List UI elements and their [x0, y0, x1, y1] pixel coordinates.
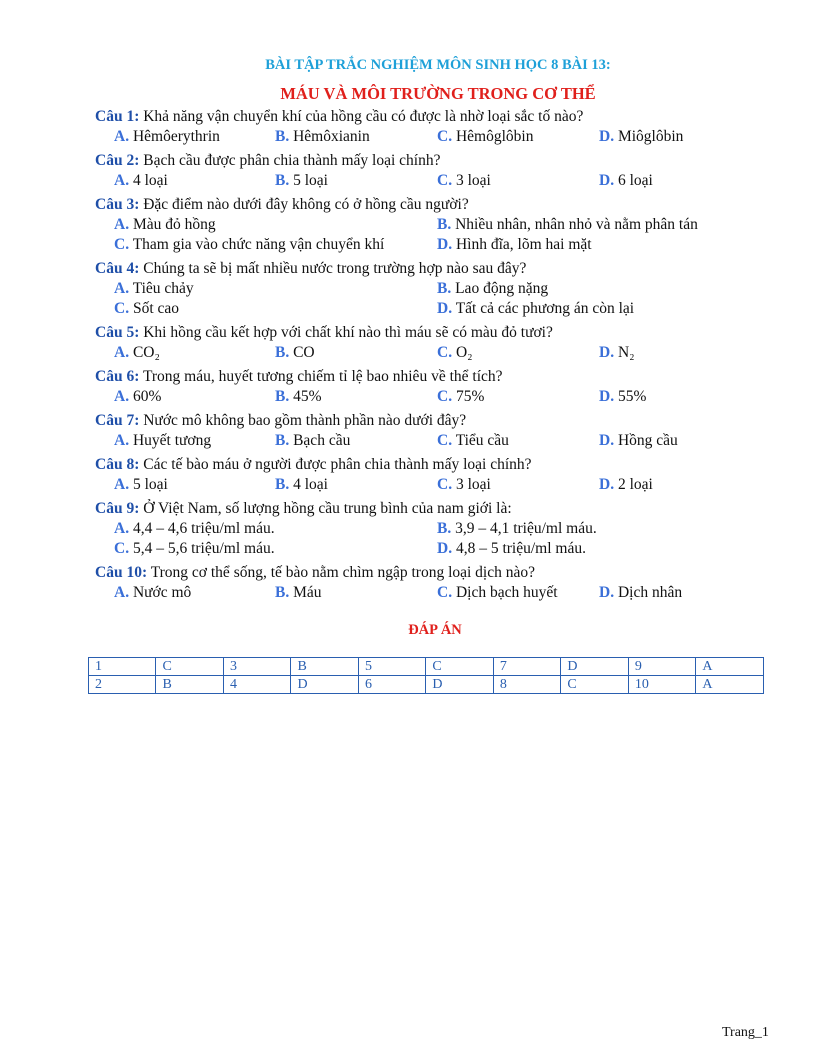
answer-option [599, 171, 653, 191]
option-letter: B. [437, 216, 452, 233]
question-stem [95, 367, 775, 387]
question-number: Câu 5: [95, 324, 140, 341]
answer-option [437, 299, 634, 319]
option-text: Máu [293, 584, 322, 601]
answer-letter: A [696, 658, 764, 676]
answer-option [437, 539, 586, 559]
option-text: 45% [293, 388, 322, 405]
option-letter: D. [599, 388, 615, 405]
option-text: Dịch bạch huyết [455, 584, 558, 601]
answer-option [114, 583, 191, 603]
question-number: Câu 1: [95, 108, 140, 125]
answer-table [88, 657, 764, 694]
answer-option [599, 475, 653, 495]
question-text: Đặc điểm nào dưới đây không có ở hồng cầu người? [143, 196, 469, 213]
option-letter: D. [599, 128, 615, 145]
options-row [95, 431, 775, 451]
question-6 [95, 367, 775, 407]
question-text: Khi hồng cầu kết hợp với chất khí nào thì máu sẽ có màu đỏ tươi? [143, 324, 553, 341]
answer-question-number: 5 [358, 658, 425, 676]
answer-question-number: 4 [223, 676, 290, 694]
option-text: 2 loại [617, 476, 653, 493]
option-text: 3,9 – 4,1 triệu/ml máu. [455, 520, 597, 537]
option-letter: A. [114, 172, 130, 189]
answer-option [275, 127, 370, 147]
option-letter: D. [599, 476, 615, 493]
option-text: 5 loại [293, 172, 328, 189]
answer-option [114, 279, 194, 299]
answer-letter: C [561, 676, 629, 694]
option-text: Hêmôglôbin [455, 128, 534, 145]
answer-question-number: 8 [493, 676, 560, 694]
options-row [95, 475, 775, 495]
option-text: Nhiều nhân, nhân nhỏ và nằm phân tán [455, 216, 698, 233]
answer-option [437, 475, 491, 495]
question-text: Khả năng vận chuyển khí của hồng cầu có được là nhờ loại sắc tố nào? [143, 108, 584, 125]
options-row [95, 583, 775, 603]
question-7 [95, 411, 775, 451]
option-letter: B. [275, 172, 290, 189]
question-stem [95, 323, 775, 343]
option-text: Bạch cầu [293, 432, 351, 449]
answer-letter: D [426, 676, 494, 694]
option-letter: D. [599, 584, 615, 601]
option-text: 60% [132, 388, 162, 405]
answer-question-number: 7 [493, 658, 560, 676]
answer-letter: B [291, 658, 359, 676]
option-text: Tiêu chảy [132, 280, 194, 297]
option-letter: C. [114, 300, 130, 317]
options-row [95, 299, 775, 319]
question-stem [95, 411, 775, 431]
answer-option [114, 343, 160, 363]
option-text: Lao động nặng [455, 280, 549, 297]
option-letter: A. [114, 344, 130, 361]
answer-option [437, 343, 473, 363]
answer-option [437, 519, 597, 539]
answer-option [599, 431, 678, 451]
answer-option [114, 215, 216, 235]
question-3 [95, 195, 775, 255]
option-text: Miôglôbin [617, 128, 684, 145]
answer-question-number: 3 [223, 658, 290, 676]
question-number: Câu 6: [95, 368, 140, 385]
option-letter: B. [275, 344, 290, 361]
option-letter: A. [114, 432, 130, 449]
option-letter: A. [114, 216, 130, 233]
answer-option [437, 387, 484, 407]
question-stem [95, 455, 775, 475]
option-letter: A. [114, 128, 130, 145]
options-row [95, 215, 775, 235]
answer-question-number: 2 [89, 676, 156, 694]
answer-row [89, 658, 764, 676]
answer-option [114, 235, 384, 255]
answer-option [437, 431, 509, 451]
question-stem [95, 107, 775, 127]
option-letter: D. [599, 432, 615, 449]
option-text: Tiểu cầu [455, 432, 509, 449]
answer-option [114, 299, 179, 319]
option-text: 3 loại [455, 476, 491, 493]
option-text: 75% [455, 388, 485, 405]
option-text: 4,4 – 4,6 triệu/ml máu. [132, 520, 275, 537]
option-text: 4 loại [132, 172, 168, 189]
answer-option [599, 343, 635, 363]
question-4 [95, 259, 775, 319]
answer-option [437, 215, 698, 235]
option-text: 4 loại [293, 476, 328, 493]
option-text: Màu đỏ hồng [132, 216, 216, 233]
answer-option [114, 387, 161, 407]
option-text: CO₂ [132, 344, 160, 361]
option-letter: B. [437, 280, 452, 297]
option-text: Sốt cao [132, 300, 180, 317]
option-letter: B. [275, 584, 290, 601]
option-text: 5 loại [132, 476, 168, 493]
worksheet-subtitle: MÁU VÀ MÔI TRƯỜNG TRONG CƠ THỂ [280, 84, 596, 103]
question-text: Ở Việt Nam, số lượng hồng cầu trung bình của nam giới là: [143, 500, 512, 517]
answer-question-number: 1 [89, 658, 156, 676]
answer-letter: C [156, 658, 224, 676]
option-letter: B. [275, 388, 290, 405]
question-number: Câu 4: [95, 260, 140, 277]
answer-option [114, 519, 275, 539]
options-row [95, 519, 775, 539]
option-letter: C. [437, 476, 453, 493]
question-text: Bạch cầu được phân chia thành mấy loại chính? [143, 152, 441, 169]
option-letter: C. [114, 236, 130, 253]
question-stem [95, 151, 775, 171]
option-letter: C. [437, 172, 453, 189]
options-row [95, 343, 775, 363]
answer-letter: D [561, 658, 629, 676]
answer-option [599, 387, 646, 407]
question-2 [95, 151, 775, 191]
options-row [95, 171, 775, 191]
option-letter: B. [275, 432, 290, 449]
answer-option [114, 127, 220, 147]
option-text: Nước mô [132, 584, 192, 601]
answer-option [437, 279, 548, 299]
answer-option [437, 583, 558, 603]
answer-option [114, 475, 168, 495]
option-text: Hêmôerythrin [132, 128, 220, 145]
option-letter: C. [437, 584, 453, 601]
answer-question-number: 10 [628, 676, 696, 694]
option-letter: A. [114, 584, 130, 601]
question-10 [95, 563, 775, 603]
option-text: Hồng cầu [617, 432, 678, 449]
question-number: Câu 3: [95, 196, 140, 213]
answer-option [437, 235, 592, 255]
option-text: Dịch nhân [617, 584, 683, 601]
option-letter: D. [437, 300, 453, 317]
options-row [95, 387, 775, 407]
option-letter: B. [275, 476, 290, 493]
question-number: Câu 2: [95, 152, 140, 169]
answer-heading: ĐÁP ÁN [408, 622, 462, 638]
options-row [95, 235, 775, 255]
answer-option [275, 431, 350, 451]
answer-question-number: 9 [628, 658, 696, 676]
question-text: Nước mô không bao gồm thành phần nào dưới đây? [143, 412, 467, 429]
option-text: 55% [617, 388, 647, 405]
option-letter: D. [437, 540, 453, 557]
answer-option [114, 171, 168, 191]
question-number: Câu 9: [95, 500, 140, 517]
answer-letter: D [291, 676, 359, 694]
answer-option [599, 127, 683, 147]
option-letter: A. [114, 520, 130, 537]
option-text: N₂ [617, 344, 635, 361]
option-letter: A. [114, 388, 130, 405]
page-number: Trang_1 [722, 1025, 769, 1040]
answer-option [275, 171, 328, 191]
worksheet-title: BÀI TẬP TRẮC NGHIỆM MÔN SINH HỌC 8 BÀI 13: [265, 57, 611, 73]
question-stem [95, 195, 775, 215]
question-text: Trong máu, huyết tương chiếm tỉ lệ bao nhiêu về thể tích? [142, 368, 503, 385]
option-text: Tham gia vào chức năng vận chuyển khí [132, 236, 385, 253]
question-list [95, 107, 775, 603]
options-row [95, 279, 775, 299]
option-letter: C. [114, 540, 130, 557]
option-text: Hình đĩa, lõm hai mặt [455, 236, 592, 253]
question-text: Chúng ta sẽ bị mất nhiều nước trong trường hợp nào sau đây? [143, 260, 527, 277]
question-number: Câu 8: [95, 456, 140, 473]
answer-option [275, 387, 322, 407]
option-text: Huyết tương [132, 432, 212, 449]
option-letter: C. [437, 432, 453, 449]
answer-letter: A [696, 676, 764, 694]
question-stem [95, 259, 775, 279]
option-letter: D. [599, 172, 615, 189]
answer-letter: B [156, 676, 224, 694]
answer-option [275, 583, 322, 603]
answer-option [114, 539, 275, 559]
options-row [95, 539, 775, 559]
option-text: 4,8 – 5 triệu/ml máu. [455, 540, 586, 557]
option-letter: A. [114, 280, 130, 297]
question-9 [95, 499, 775, 559]
answer-option [275, 475, 328, 495]
option-text: 6 loại [617, 172, 653, 189]
option-letter: A. [114, 476, 130, 493]
option-letter: D. [599, 344, 615, 361]
option-text: Hêmôxianin [293, 128, 370, 145]
question-text: Các tế bào máu ở người được phân chia thành mấy loại chính? [143, 456, 532, 473]
option-text: O₂ [455, 344, 473, 361]
question-5 [95, 323, 775, 363]
options-row [95, 127, 775, 147]
question-1 [95, 107, 775, 147]
option-text: Tất cả các phương án còn lại [455, 300, 635, 317]
option-text: 3 loại [455, 172, 491, 189]
answer-row [89, 676, 764, 694]
answer-option [114, 431, 211, 451]
option-letter: C. [437, 128, 453, 145]
answer-option [437, 127, 533, 147]
question-number: Câu 10: [95, 564, 148, 581]
answer-question-number: 6 [358, 676, 425, 694]
answer-option [275, 343, 315, 363]
option-text: CO [293, 344, 315, 361]
option-letter: C. [437, 344, 453, 361]
option-text: 5,4 – 5,6 triệu/ml máu. [132, 540, 275, 557]
option-letter: D. [437, 236, 453, 253]
answer-option [599, 583, 682, 603]
question-stem [95, 499, 775, 519]
option-letter: B. [275, 128, 290, 145]
option-letter: C. [437, 388, 453, 405]
question-stem [95, 563, 775, 583]
question-8 [95, 455, 775, 495]
option-letter: B. [437, 520, 452, 537]
answer-letter: C [426, 658, 494, 676]
answer-option [437, 171, 491, 191]
question-text: Trong cơ thể sống, tế bào nằm chìm ngập trong loại dịch nào? [150, 564, 536, 581]
question-number: Câu 7: [95, 412, 140, 429]
